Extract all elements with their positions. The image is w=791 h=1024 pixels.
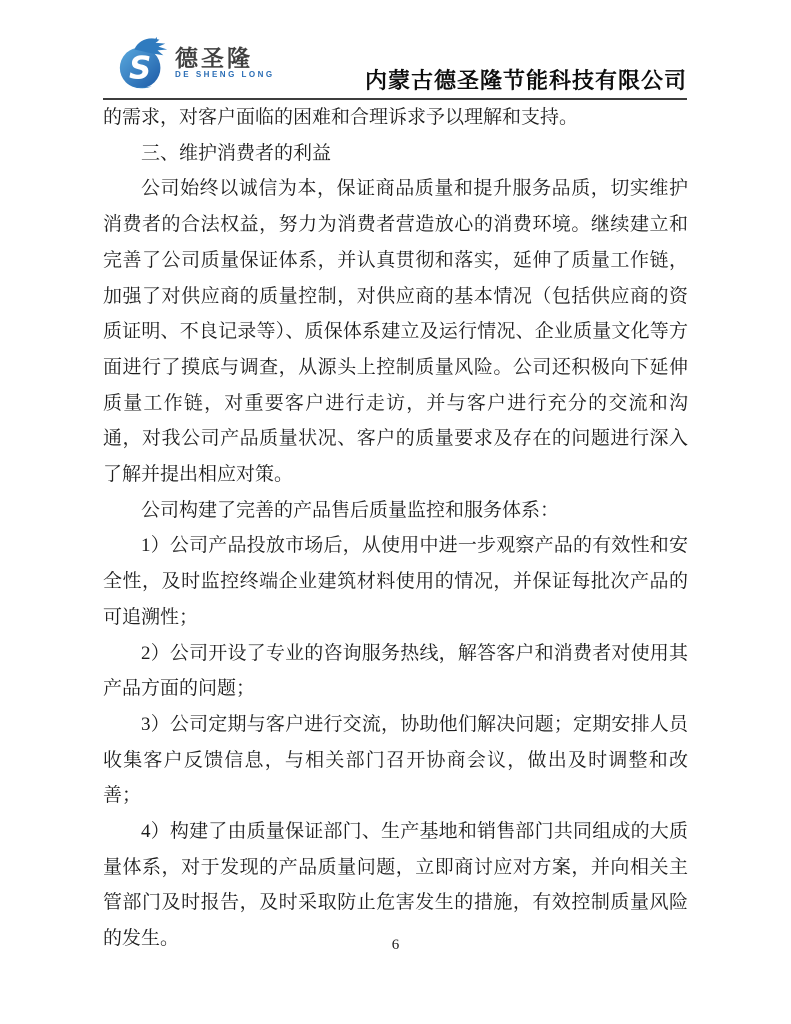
paragraph: 公司构建了完善的产品售后质量监控和服务体系： [141,499,560,521]
dragon-s-swirl-icon [115,34,173,92]
svg-text:S: S [128,50,152,87]
page-header [103,28,687,100]
list-item-1: 1）公司产品投放市场后，从使用中进一步观察产品的有效性和安全性，及时监控终端企业建筑材料使用的情况，并保证每批次产品的可追溯性； [103,535,688,628]
list-item-2: 2）公司开设了专业的咨询服务热线，解答客户和消费者对使用其产品方面的问题； [103,642,688,700]
list-item-3: 3）公司定期与客户进行交流，协助他们解决问题；定期安排人员收集客户反馈信息，与相关部门召开协商会议，做出及时调整和改善； [103,713,688,807]
company-logo [115,34,275,92]
page-footer [0,936,791,954]
page-number: 6 [391,937,400,953]
list-item-4: 4）构建了由质量保证部门、生产基地和销售部门共同组成的大质量体系，对于发现的产品质量问题，立即商讨应对方案，并向相关主管部门及时报告，及时采取防止危害发生的措施，有效控制质量风险的发生。 [103,821,688,950]
paragraph: 公司始终以诚信为本，保证商品质量和提升服务品质，切实维护消费者的合法权益，努力为消费者营造放心的消费环境。继续建立和完善了公司质量保证体系，并认真贯彻和落实，延伸了质量工作链，加强了对供应商的质量控制，对供应商的基本情况（包括供应商的资质证明、不良记录等）、质保体系建立及运行情况、企业质量文化等方面进行了摸底与调查，从源头上控制质量风险。公司还积极向下延伸质量工作链，对重要客户进行走访，并与客户进行充分的交流和沟通，对我公司产品质量状况、客户的质量要求及存在的问题进行深入了解并提出相应对策。 [103,178,688,486]
logo-name-en: DE SHENG LONG [175,70,275,79]
document-body [103,100,688,957]
logo-name-cn: 德圣隆 [175,45,253,71]
logo-text [175,46,275,80]
company-name: 内蒙古德圣隆节能科技有限公司 [364,68,687,93]
paragraph-continuation: 的需求，对客户面临的困难和合理诉求予以理解和支持。 [103,107,579,128]
section-heading: 三、维护消费者的利益 [141,142,332,164]
